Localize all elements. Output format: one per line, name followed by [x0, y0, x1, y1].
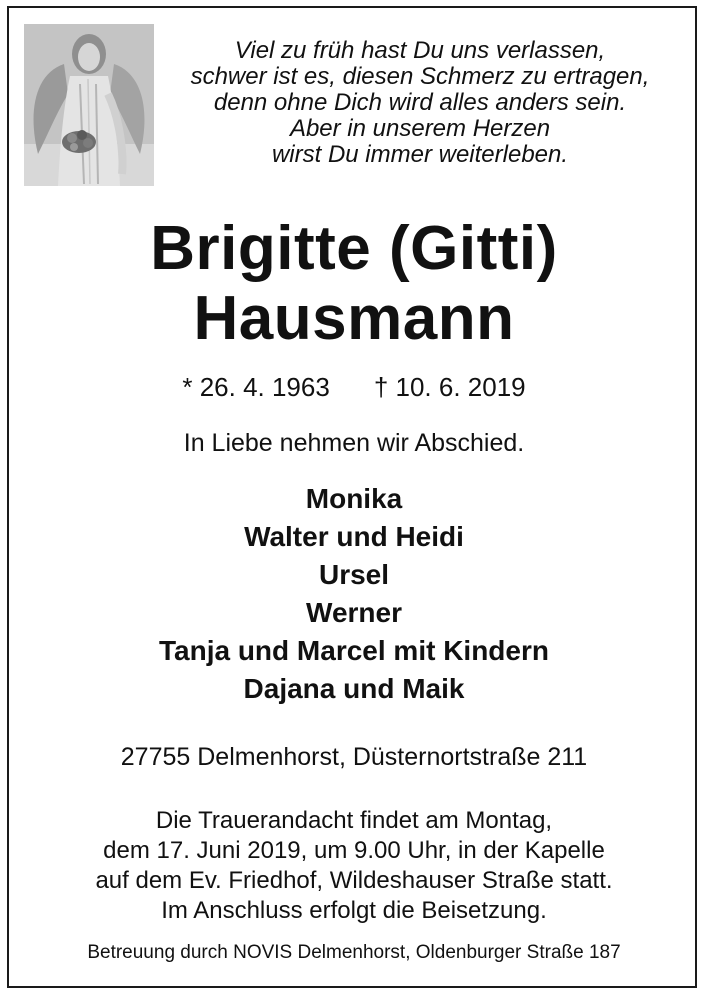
- mourner-name: Tanja und Marcel mit Kindern: [159, 635, 549, 666]
- angel-statue-icon: [24, 24, 154, 186]
- poem-line: schwer ist es, diesen Schmerz zu ertragen,: [190, 63, 650, 90]
- service-notice: [0, 806, 708, 926]
- family-address: 27755 Delmenhorst, Düsternortstraße 211: [120, 743, 588, 771]
- mourner-name: Walter und Heidi: [244, 521, 464, 552]
- name-line-first: Brigitte (Gitti): [150, 214, 558, 283]
- notice-line: auf dem Ev. Friedhof, Wildeshauser Straße statt.: [95, 867, 613, 894]
- life-dates: [0, 370, 708, 404]
- mourner-name: Monika: [305, 483, 403, 514]
- notice-line: Die Trauerandacht findet am Montag,: [155, 807, 553, 834]
- notice-line: Im Anschluss erfolgt die Beisetzung.: [161, 897, 547, 924]
- angel-statue-image: [24, 24, 154, 186]
- poem: [160, 38, 680, 168]
- birth-date: * 26. 4. 1963: [182, 372, 330, 402]
- name-line-last: Hausmann: [193, 284, 515, 353]
- notice-line: dem 17. Juni 2019, um 9.00 Uhr, in der Kapelle: [103, 837, 605, 864]
- death-date: † 10. 6. 2019: [373, 372, 526, 402]
- poem-line: denn ohne Dich wird alles anders sein.: [213, 89, 627, 116]
- mourner-name: Werner: [306, 597, 402, 628]
- mourner-name: Ursel: [318, 559, 390, 590]
- poem-line: wirst Du immer weiterleben.: [271, 141, 569, 168]
- poem-line: Aber in unserem Herzen: [289, 115, 551, 142]
- deceased-name: [0, 214, 708, 354]
- mourners-list: [0, 480, 708, 708]
- poem-line: Viel zu früh hast Du uns verlassen,: [234, 37, 606, 64]
- farewell-intro: In Liebe nehmen wir Abschied.: [183, 429, 525, 457]
- mourner-name: Dajana und Maik: [243, 673, 465, 704]
- funeral-home-footer: Betreuung durch NOVIS Delmenhorst, Oldenburger Straße 187: [87, 942, 621, 963]
